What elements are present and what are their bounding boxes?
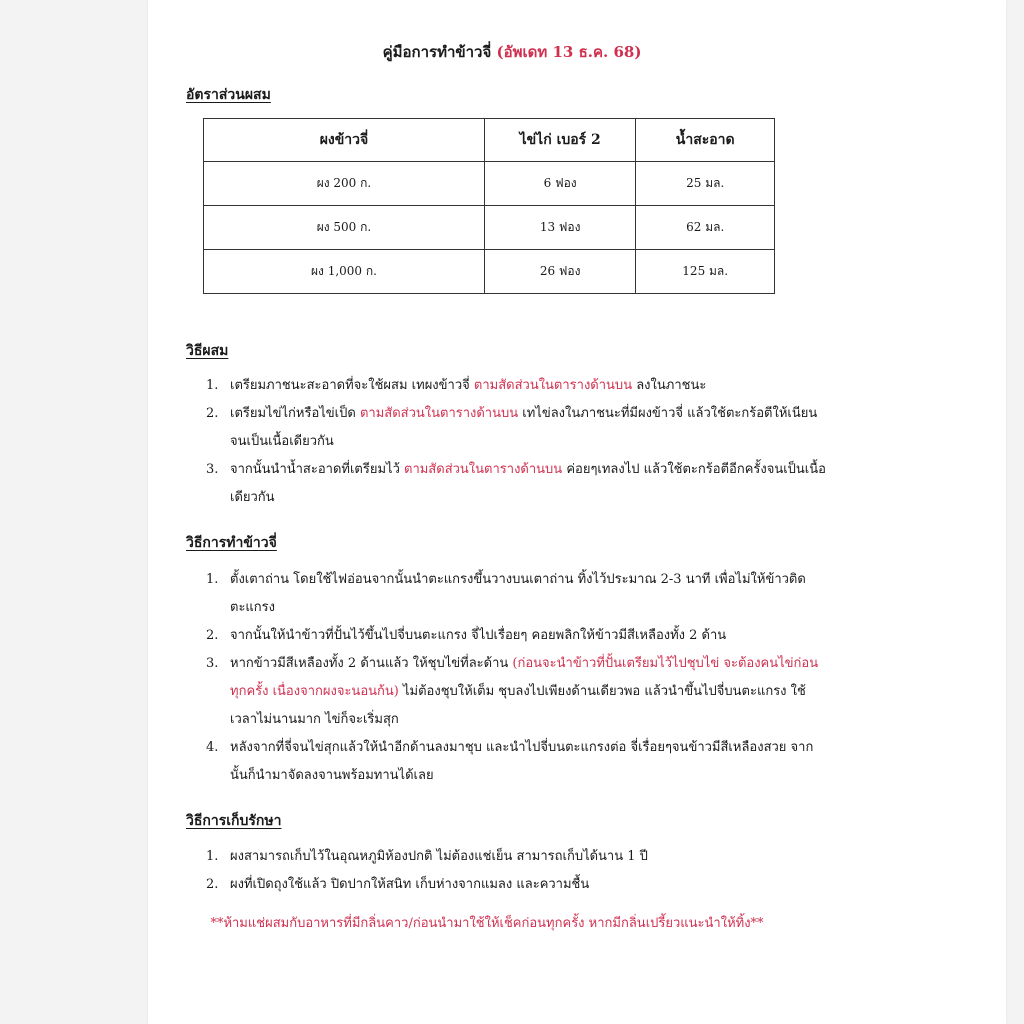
- step-text: จากนั้นให้นำข้าวที่ปั้นไว้ขึ้นไปจี่บนตะแกรง จี่ไปเรื่อยๆ คอยพลิกให้ข้าวมีสีเหลืองทั้ง 2 ด้าน: [230, 628, 727, 643]
- mix-steps-list: [206, 372, 826, 512]
- step-text: ผงสามารถเก็บไว้ในอุณหภูมิห้องปกติ ไม่ต้องแช่เย็น สามารถเก็บได้นาน 1 ปี: [230, 849, 648, 864]
- list-item-number: 1.: [206, 849, 219, 864]
- table-cell: 13 ฟอง: [484, 206, 635, 250]
- step-text: จากนั้นนำน้ำสะอาดที่เตรียมไว้: [230, 462, 404, 477]
- step-text: ค่อยๆเทลงไป แล้วใช้ตะกร้อตีอีกครั้งจนเป็นเนื้อเดียวกัน: [230, 462, 826, 505]
- cook-steps-list: [206, 566, 826, 790]
- step-highlight: ตามสัดส่วนในตารางด้านบน: [473, 378, 633, 393]
- table-cell: 26 ฟอง: [484, 250, 635, 294]
- step-text: หากข้าวมีสีเหลืองทั้ง 2 ด้านแล้ว ให้ชุบไข่ที่ละด้าน: [230, 656, 513, 671]
- page-title: [0, 40, 1024, 64]
- list-item: [206, 372, 826, 400]
- step-text: ไม่ต้องชุบให้เต็ม ชุบลงไปเพียงด้านเดียวพอ แล้วนำขึ้นไปจี่บนตะแกรง ใช้เวลาไม่นานมาก ไข่ก็จะเริ่มสุก: [230, 684, 806, 727]
- table-cell: ผง 500 ก.: [204, 206, 485, 250]
- step-text: เตรียมไข่ไก่หรือไข่เป็ด: [230, 406, 360, 421]
- list-item-number: 3.: [206, 656, 219, 671]
- table-header-cell: ไข่ไก่ เบอร์ 2: [484, 119, 635, 162]
- title-main: คู่มือการทำข้าวจี่: [382, 43, 492, 61]
- ratio-table: [203, 118, 775, 294]
- step-text: เทไข่ลงในภาชนะที่มีผงข้าวจี่ แล้วใช้ตะกร้อตีให้เนียนจนเป็นเนื้อเดียวกัน: [230, 406, 818, 449]
- list-item: [206, 456, 826, 512]
- table-cell: 125 มล.: [636, 250, 775, 294]
- table-cell: 25 มล.: [636, 162, 775, 206]
- storage-heading: วิธีการเก็บรักษา: [186, 813, 282, 829]
- title-update-date: (อัพเดท 13 ธ.ค. 68): [496, 43, 642, 61]
- step-text: หลังจากที่จี่จนไข่สุกแล้วให้นำอีกด้านลงมาชุบ และนำไปจี่บนตะแกรงต่อ จี่เรื่อยๆจนข้าวมีสีเหลืองสวย จากนั้นก็นำมาจัดลงจานพร้อมทานได้เลย: [230, 740, 814, 783]
- list-item-number: 2.: [206, 406, 219, 421]
- warning-footnote: **ห้ามแช่ผสมกับอาหารที่มีกลิ่นคาว/ก่อนนำมาใช้ให้เช็คก่อนทุกครั้ง หากมีกลิ่นเปรี้ยวแนะนำให้ทิ้ง**: [210, 916, 764, 931]
- list-item-number: 4.: [206, 740, 219, 755]
- list-item: [206, 566, 826, 622]
- list-item: [206, 650, 826, 734]
- list-item: [206, 622, 826, 650]
- list-item-number: 2.: [206, 628, 219, 643]
- table-cell: 62 มล.: [636, 206, 775, 250]
- table-cell: 6 ฟอง: [484, 162, 635, 206]
- step-text: ตั้งเตาถ่าน โดยใช้ไฟอ่อนจากนั้นนำตะแกรงขึ้นวางบนเตาถ่าน ทิ้งไว้ประมาณ 2-3 นาที เพื่อไม่ให้ข้าวติดตะแกรง: [230, 572, 806, 615]
- table-header-cell: น้ำสะอาด: [636, 119, 775, 162]
- storage-steps-list: [206, 843, 826, 899]
- table-header-row: [204, 119, 775, 162]
- step-highlight: (ก่อนจะนำข้าวที่ปั้นเตรียมไว้ไปชุบไข่ จะต้องคนไข่ก่อนทุกครั้ง เนื่องจากผงจะนอนก้น): [230, 656, 819, 699]
- list-item: [206, 734, 826, 790]
- table-cell: ผง 1,000 ก.: [204, 250, 485, 294]
- step-highlight: ตามสัดส่วนในตารางด้านบน: [404, 462, 563, 477]
- step-text: ผงที่เปิดถุงใช้แล้ว ปิดปากให้สนิท เก็บห่างจากแมลง และความชื้น: [230, 877, 590, 892]
- step-highlight: ตามสัดส่วนในตารางด้านบน: [359, 406, 519, 421]
- list-item: [206, 871, 826, 899]
- list-item-number: 1.: [206, 572, 219, 587]
- list-item: [206, 400, 826, 456]
- ratio-heading: อัตราส่วนผสม: [186, 87, 271, 103]
- mix-heading: วิธีผสม: [186, 343, 229, 359]
- table-row: [204, 162, 775, 206]
- step-text: ลงในภาชนะ: [632, 378, 707, 393]
- list-item-number: 2.: [206, 877, 219, 892]
- table-header-cell: ผงข้าวจี่: [204, 119, 485, 162]
- list-item: [206, 843, 826, 871]
- table-cell: ผง 200 ก.: [204, 162, 485, 206]
- table-row: [204, 206, 775, 250]
- step-text: เตรียมภาชนะสะอาดที่จะใช้ผสม เทผงข้าวจี่: [230, 378, 474, 393]
- table-row: [204, 250, 775, 294]
- list-item-number: 1.: [206, 378, 219, 393]
- list-item-number: 3.: [206, 462, 219, 477]
- cook-heading: วิธีการทำข้าวจี่: [186, 535, 277, 551]
